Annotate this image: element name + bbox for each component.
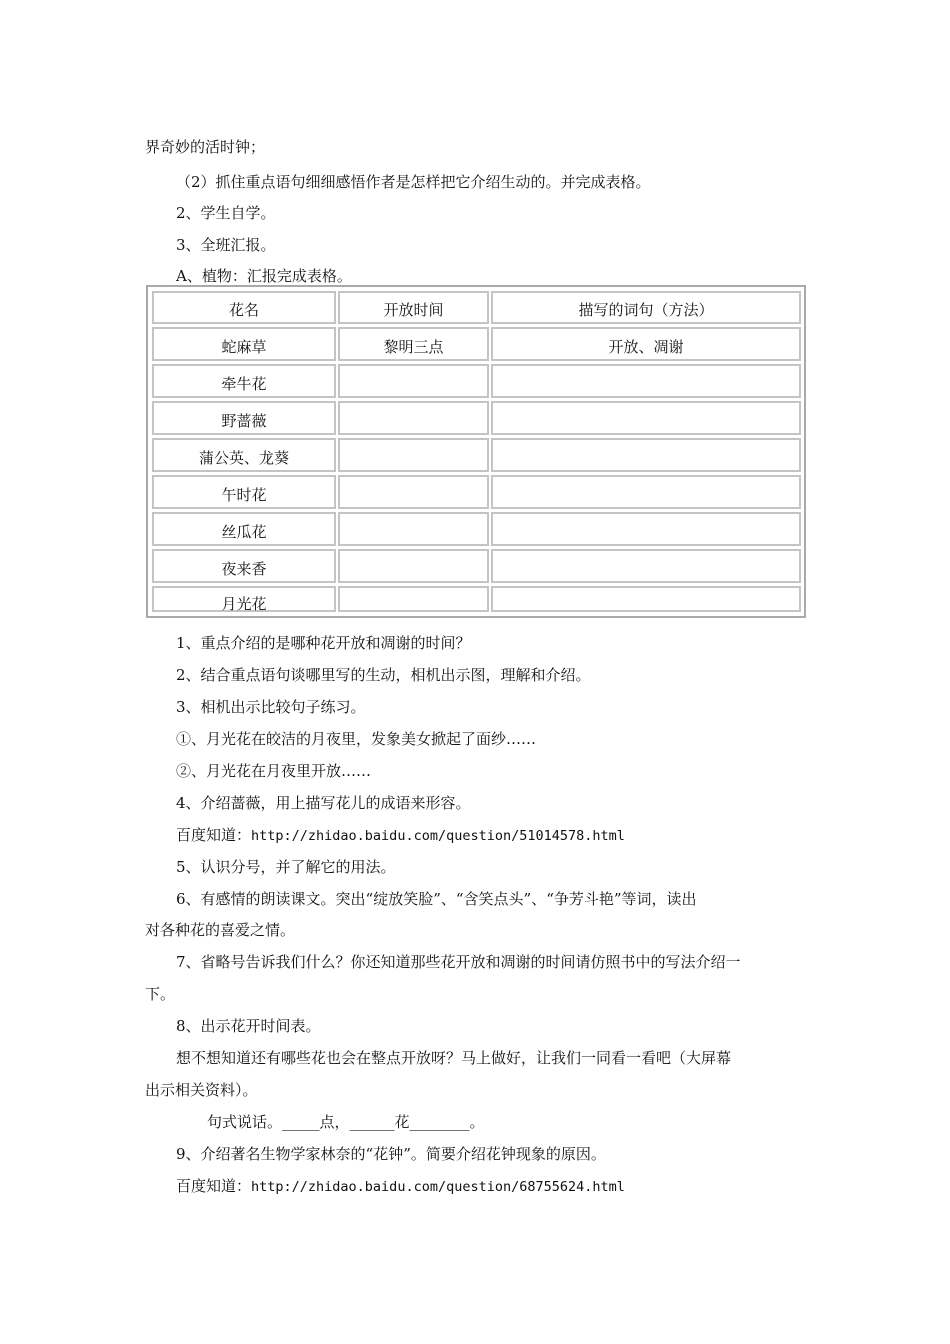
text-line: A、植物：汇报完成表格。 xyxy=(176,267,352,285)
table-cell: 丝瓜花 xyxy=(152,512,336,546)
table-cell xyxy=(491,475,801,509)
table-cell xyxy=(338,549,489,583)
text-line: （2）抓住重点语句细细感悟作者是怎样把它介绍生动的。并完成表格。 xyxy=(176,173,651,191)
table-cell xyxy=(338,586,489,612)
text-line xyxy=(176,825,625,846)
link-prefix: 百度知道： xyxy=(176,1177,252,1195)
table-cell: 蛇麻草 xyxy=(152,327,336,361)
text-line: 8、出示花开时间表。 xyxy=(176,1017,321,1035)
text-line: 4、介绍蔷薇，用上描写花儿的成语来形容。 xyxy=(176,794,471,812)
table-cell xyxy=(338,364,489,398)
table-header-cell: 开放时间 xyxy=(338,291,489,324)
text-line: 界奇妙的活时钟； xyxy=(145,138,266,156)
text-line: 出示相关资料）。 xyxy=(145,1081,258,1099)
table-cell: 蒲公英、龙葵 xyxy=(152,438,336,472)
text-line: 7、省略号告诉我们什么？你还知道那些花开放和凋谢的时间请仿照书中的写法介绍一 xyxy=(176,953,741,971)
table-cell xyxy=(338,438,489,472)
text-line: ①、月光花在皎洁的月夜里，发象美女掀起了面纱…… xyxy=(176,730,537,748)
table-cell xyxy=(491,364,801,398)
table-header-cell: 描写的词句（方法） xyxy=(491,291,801,324)
text-line: 想不想知道还有哪些花也会在整点开放呀？马上做好，让我们一同看一看吧（大屏幕 xyxy=(176,1049,732,1067)
text-line: 2、结合重点语句谈哪里写的生动，相机出示图，理解和介绍。 xyxy=(176,666,591,684)
text-line: 5、认识分号，并了解它的用法。 xyxy=(176,858,396,876)
text-line: 2、学生自学。 xyxy=(176,204,276,222)
table-cell: 午时花 xyxy=(152,475,336,509)
table-cell xyxy=(491,586,801,612)
text-line: 句式说话。_____点，______花________。 xyxy=(207,1113,485,1131)
text-line: 下。 xyxy=(145,985,176,1003)
table-cell xyxy=(491,438,801,472)
table-cell xyxy=(338,512,489,546)
text-line: 9、介绍著名生物学家林奈的“花钟”。简要介绍花钟现象的原因。 xyxy=(176,1145,606,1163)
baidu-link[interactable]: http://zhidao.baidu.com/question/68755624.html xyxy=(251,1179,625,1195)
table-cell xyxy=(491,549,801,583)
table-cell: 月光花 xyxy=(152,586,336,612)
table-header-cell: 花名 xyxy=(152,291,336,324)
text-line xyxy=(176,1176,625,1197)
table-cell: 野蔷薇 xyxy=(152,401,336,435)
baidu-link[interactable]: http://zhidao.baidu.com/question/51014578.html xyxy=(251,828,625,844)
flower-table xyxy=(146,285,806,618)
text-line: 对各种花的喜爱之情。 xyxy=(145,921,296,939)
text-line: 1、重点介绍的是哪种花开放和凋谢的时间？ xyxy=(176,634,471,652)
table-cell: 牵牛花 xyxy=(152,364,336,398)
table-cell xyxy=(491,401,801,435)
table-cell: 夜来香 xyxy=(152,549,336,583)
text-line: 3、全班汇报。 xyxy=(176,236,276,254)
table-cell xyxy=(338,475,489,509)
text-line: ②、月光花在月夜里开放…… xyxy=(176,762,372,780)
text-line: 3、相机出示比较句子练习。 xyxy=(176,698,366,716)
table-cell xyxy=(491,512,801,546)
table-cell: 开放、凋谢 xyxy=(491,327,801,361)
table-cell xyxy=(338,401,489,435)
text-line: 6、有感情的朗读课文。突出“绽放笑脸”、“含笑点头”、“争芳斗艳”等词，读出 xyxy=(176,890,697,908)
link-prefix: 百度知道： xyxy=(176,826,252,844)
table-cell: 黎明三点 xyxy=(338,327,489,361)
